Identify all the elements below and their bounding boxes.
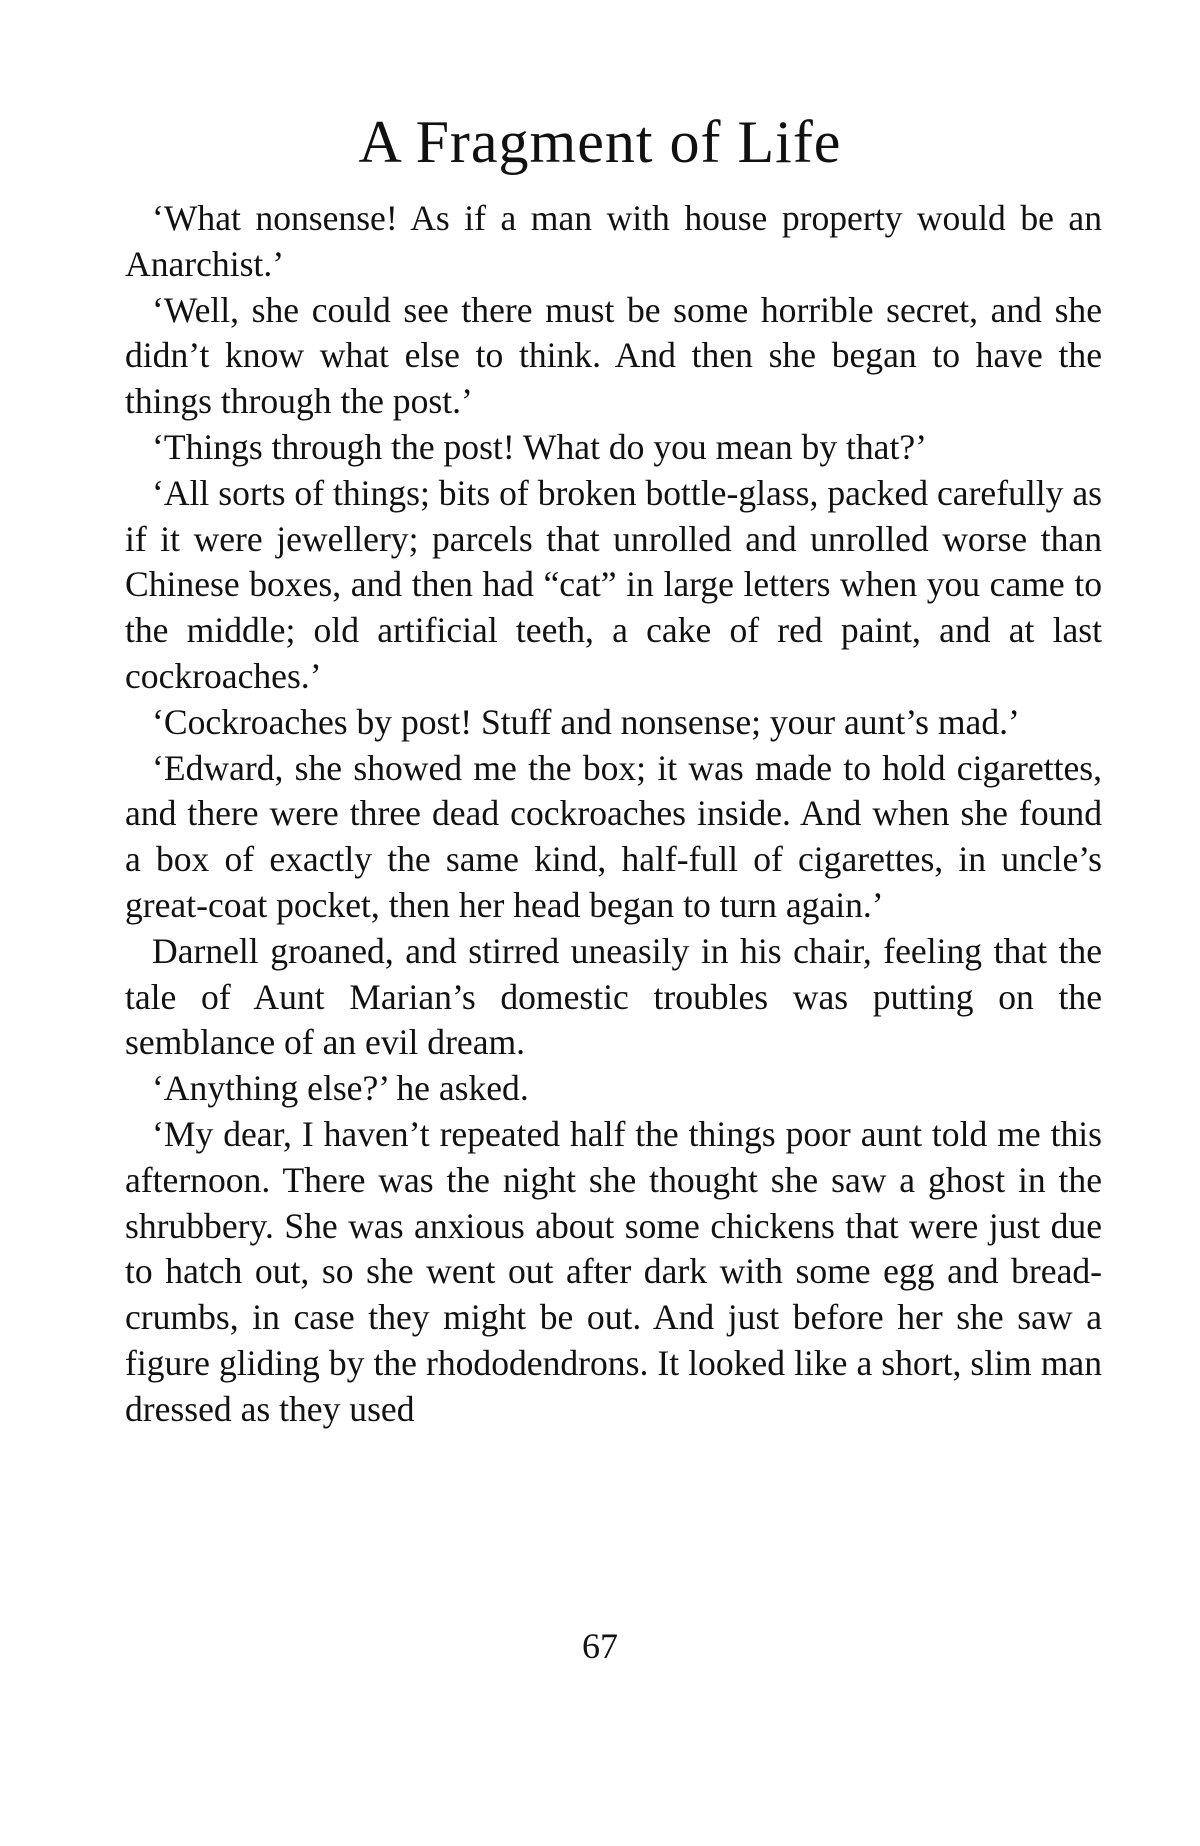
- paragraph: Darnell groaned, and stirred uneasily in his chair, feeling that the tale of Aunt Marian’s domestic troubles was putting on the semblance of an evil dream.: [125, 930, 1102, 1063]
- body-text: [125, 196, 1102, 1433]
- paragraph: ‘Well, she could see there must be some horrible secret, and she didn’t know what else to think. And then she began to have the things through the post.’: [125, 289, 1102, 422]
- paragraph: ‘All sorts of things; bits of broken bottle-glass, packed carefully as if it were jewellery; parcels that unrolled and unrolled worse than Chinese boxes, and then had “cat” in large letters when you came to the middle; old artificial teeth, a cake of red paint, and at last cockroaches.’: [125, 472, 1102, 696]
- running-head: A Fragment of Life: [358, 109, 842, 175]
- paragraph: ‘Anything else?’ he asked.: [152, 1068, 529, 1109]
- paragraph: ‘What nonsense! As if a man with house property would be an Anarchist.’: [125, 198, 1102, 284]
- paragraph: ‘Cockroaches by post! Stuff and nonsense; your aunt’s mad.’: [152, 701, 1020, 742]
- paragraph: ‘My dear, I haven’t repeated half the things poor aunt told me this afternoon. There was the night she thought she saw a ghost in the shrubbery. She was anxious about some chickens that were just due to hatch out, so she went out after dark with some egg and bread-crumbs, in case they might be out. And just before her she saw a figure gliding by the rhododendrons. It looked like a short, slim man dressed as they used: [125, 1113, 1102, 1429]
- page-number: 67: [582, 1626, 618, 1666]
- paragraph: ‘Things through the post! What do you mean by that?’: [152, 426, 927, 467]
- paragraph: ‘Edward, she showed me the box; it was made to hold cigarettes, and there were three dead cockroaches inside. And when she found a box of exactly the same kind, half-full of cigarettes, in uncle’s great-coat pocket, then her head began to turn again.’: [125, 747, 1102, 925]
